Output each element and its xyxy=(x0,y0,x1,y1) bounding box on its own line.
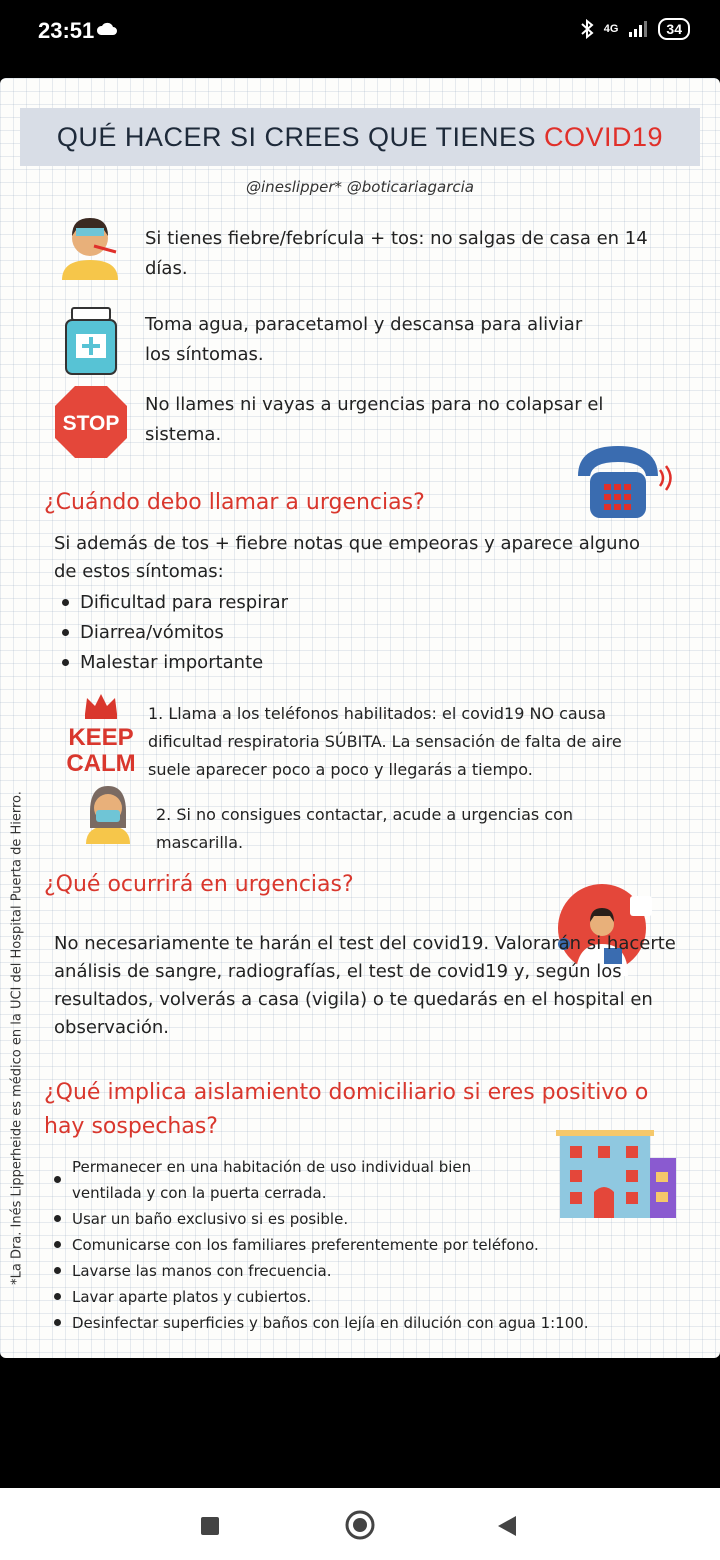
section-what-happens-text: No necesariamente te harán el test del covid19. Valorarán si hacerte análisis de sangre, radiografías, el test de covid19 y, según los resultados, volverás a casa (vigila) o te quedarás en el hospital en observación. xyxy=(54,933,676,1038)
symptom-list xyxy=(58,588,458,678)
list-item: Permanecer en una habitación de uso individual bien ventilada y con la puerta cerrada. xyxy=(50,1154,512,1206)
section-when-call-intro: Si además de tos + fiebre notas que empeoras y aparece alguno de estos síntomas: xyxy=(54,533,640,582)
bluetooth-icon xyxy=(580,19,594,39)
signal-icon xyxy=(628,21,648,37)
side-note-text: *La Dra. Inés Lipperheide es médico en la UCI del Hospital Puerta de Hierro. xyxy=(9,791,25,1285)
keep-label: KEEP xyxy=(68,724,134,751)
network-label: 4G xyxy=(603,23,619,35)
title-banner xyxy=(20,108,700,166)
list-item: Comunicarse con los familiares preferentemente por teléfono. xyxy=(50,1232,650,1258)
status-icons xyxy=(580,18,690,40)
keep-calm-badge xyxy=(62,690,140,777)
step-2-text: 2. Si no consigues contactar, acude a urgencias con mascarilla. xyxy=(156,805,574,852)
status-bar xyxy=(0,0,720,62)
list-item: Dificultad para respirar xyxy=(58,588,458,618)
section-heading-isolation: ¿Qué implica aislamiento domiciliario si eres positivo o hay sospechas? xyxy=(44,1080,649,1139)
home-circle-icon[interactable] xyxy=(345,1510,375,1540)
list-item: Malestar importante xyxy=(58,648,458,678)
authors-line: @ineslipper* @boticariagarcia xyxy=(246,178,474,196)
isolation-list xyxy=(50,1154,650,1336)
list-item: Lavar aparte platos y cubiertos. xyxy=(50,1284,650,1310)
stop-sign-icon xyxy=(53,384,129,460)
title-accent: COVID19 xyxy=(544,121,664,152)
back-triangle-icon[interactable] xyxy=(496,1515,518,1537)
tip-stop-text: No llames ni vayas a urgencias para no colapsar el sistema. xyxy=(145,394,604,445)
crown-icon xyxy=(81,690,121,720)
list-item: Usar un baño exclusivo si es posible. xyxy=(50,1206,650,1232)
battery-icon: 34 xyxy=(658,18,690,40)
fever-person-icon xyxy=(54,208,126,280)
page-title xyxy=(57,122,663,153)
cloud-icon xyxy=(96,22,118,36)
telephone-icon xyxy=(568,436,672,522)
list-item: Diarrea/vómitos xyxy=(58,618,458,648)
tip-medicine-text: Toma agua, paracetamol y descansa para aliviar los síntomas. xyxy=(145,314,583,365)
calm-label: CALM xyxy=(66,750,136,777)
status-time: 23:51 xyxy=(38,18,95,43)
masked-woman-icon xyxy=(80,782,136,844)
list-item: Desinfectar superficies y baños con lejía en dilución con agua 1:100. xyxy=(50,1310,650,1336)
recents-square-icon[interactable] xyxy=(200,1516,220,1536)
section-heading-when-call: ¿Cuándo debo llamar a urgencias? xyxy=(44,490,425,515)
side-note xyxy=(4,718,30,1358)
section-heading-what-happens: ¿Qué ocurrirá en urgencias? xyxy=(44,872,354,897)
step-1-text: 1. Llama a los teléfonos habilitados: el covid19 NO causa dificultad respiratoria SÚBITA. La sensación de falta de aire suele aparecer poco a poco y llegarás a tiempo. xyxy=(148,704,622,779)
stop-sign-label: STOP xyxy=(62,412,120,435)
tip-fever-text: Si tienes fiebre/febrícula + tos: no salgas de casa en 14 días. xyxy=(145,228,648,279)
navigation-bar xyxy=(0,1488,720,1560)
list-item: Lavarse las manos con frecuencia. xyxy=(50,1258,650,1284)
medicine-bottle-icon xyxy=(64,306,118,376)
infographic-sheet xyxy=(0,78,720,1358)
title-main: QUÉ HACER SI CREES QUE TIENES xyxy=(56,121,545,152)
